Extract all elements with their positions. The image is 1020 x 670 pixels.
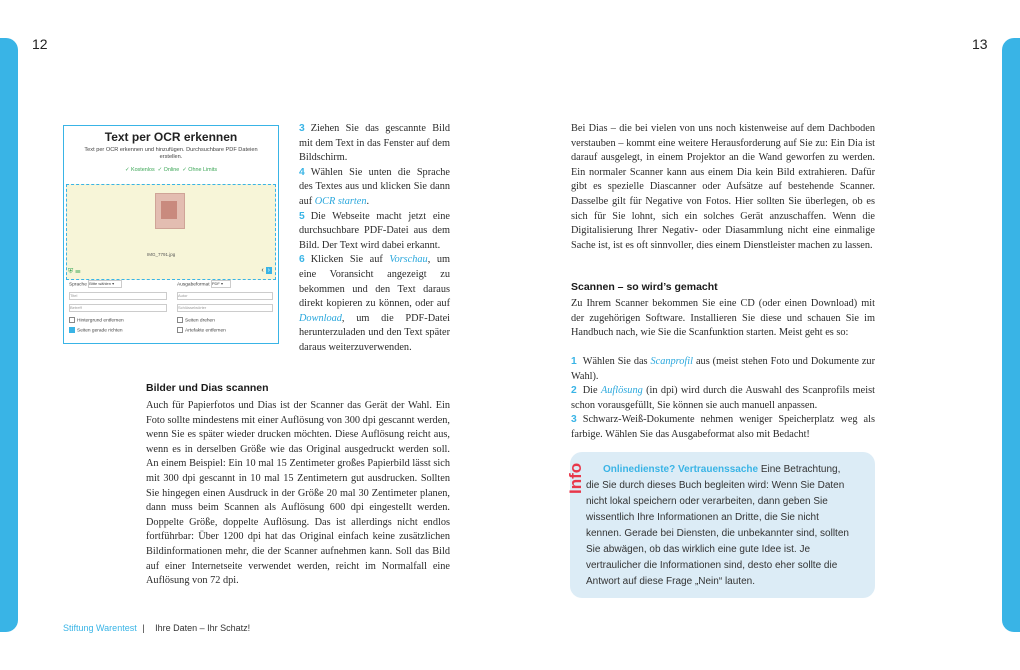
step-5: 5 Die Webseite macht jetzt eine durchsuchbare PDF-Datei aus dem Bild. Der Text wird dabei erkannt.: [299, 210, 450, 251]
ocr-website-screenshot: [63, 125, 279, 344]
step-3-right: 3 Schwarz-Weiß-Dokumente nehmen weniger Speicherplatz weg als farbige. Wählen Sie das Ausgabeformat also mit Bedacht!: [571, 414, 875, 440]
right-page-tab: [1002, 38, 1020, 632]
option-label: Artefakte entfernen: [185, 328, 226, 334]
aufloesung-link: Auflösung: [600, 385, 643, 397]
option-checkbox-checked[interactable]: [69, 327, 75, 333]
format-select[interactable]: PDF ▾: [211, 280, 231, 288]
step-6: 6 Klicken Sie auf Vorschau, um eine Voransicht angezeigt zu bekommen und den Text daraus direkt kopieren zu können, oder auf Download, um die PDF-Datei herunterzuladen und den Text später daraus weiterzuverwenden.: [299, 254, 450, 353]
option-label: Seiten drehen: [185, 318, 215, 324]
info-body: Eine Betrachtung, die Sie durch dieses Buch begleiten wird: Wenn Sie Daten nicht lokal speichern oder verarbeiten, dann geben Sie wissentlich Ihre Informationen an Dritte, die Sie nicht kennen. Gerade bei Diensten, die unbekannter sind, sollten Sie abwägen, ob das wirklich eine gute Idee ist. Je vertraulicher die Informationen sind, desto eher sollte die Antwort auf diese Frage „Nein“ lauten.: [586, 464, 849, 587]
section-body-bilder-dias: Auch für Papierfotos und Dias ist der Scanner das Gerät der Wahl. Ein Foto sollte mindestens mit einer Auflösung von 300 dpi gescannt werden, wenn Sie es später wieder drucken möchten. Diese Auflösung reicht aus, wenn es in derselben Größe wie das Original ausgedruckt werden soll. An einem Beispiel: Ein 10 mal 15 Zentimeter großes Papierbild lässt sich mit 300 dpi gescannt in 10 mal 15 Zentimetern gut ausdrucken. Sollten Sie hingegen einen Ausdruck in der Größe 20 mal 30 Zentimeter planen, dann muss beim Scannen als Auflösung 600 dpi eingestellt werden. Doppelte Größe, doppelte Auflösung. Das ist allerdings nicht endlos fortführbar: Über 1200 dpi hat das Original einfach keine zusätzlichen Bildinformationen mehr, die der Scanner aufnehmen kann. Soll das Bild auf einer Internetseite verwendet werden, reicht im Normalfall eine Auflösung von 72 dpi.: [146, 400, 450, 587]
vorschau-link: Vorschau: [389, 254, 428, 266]
footer: [63, 623, 250, 633]
option-label: Seiten gerade richten: [77, 328, 123, 334]
section-body-scannen: Zu Ihrem Scanner bekommen Sie eine CD (oder einen Download) mit der zugehörigen Software. Installieren Sie diese und schauen Sie im Handbuch nach, wie Sie die Scanfunktion starten. Meist geht es so:: [571, 298, 875, 339]
page-number-right: 13: [972, 36, 988, 52]
step-1: 1 Wählen Sie das Scanprofil aus (meist stehen Foto und Dokumente zur Wahl).: [571, 356, 875, 382]
download-link: Download: [299, 312, 342, 324]
page-number-left: 12: [32, 36, 48, 52]
section-heading-scannen: Scannen – so wird’s gemacht: [571, 281, 718, 293]
step-3: 3 Ziehen Sie das gescannte Bild mit dem Text in das Fenster auf dem Bildschirm.: [299, 123, 450, 164]
screenshot-subtitle: Text per OCR erkennen und hinzufügen. Durchsuchbare PDF Dateien erstellen.: [84, 147, 258, 160]
info-text: [586, 462, 854, 590]
screenshot-title: Text per OCR erkennen: [104, 130, 238, 144]
footer-separator: |: [142, 623, 145, 633]
feature-3: ✓ Ohne Limits: [182, 167, 218, 173]
keywords-field[interactable]: Schlüsselwörter: [177, 304, 273, 312]
section-heading-bilder-dias: Bilder und Dias scannen: [146, 382, 269, 394]
subject-field[interactable]: Betreff: [69, 304, 167, 312]
upload-drop-zone[interactable]: [66, 184, 276, 280]
info-label: Info: [566, 462, 585, 494]
uploaded-image-thumbnail: [155, 193, 185, 229]
left-page-tab: [0, 38, 18, 632]
feature-2: ✓ Online: [157, 167, 180, 173]
format-label: Ausgabeformat: [177, 282, 210, 288]
scanprofil-link: Scanprofil: [650, 356, 694, 367]
steps-right-column: [571, 355, 875, 443]
step-2: 2 Die Auflösung (in dpi) wird durch die Auswahl des Scanprofils meist schon vorausgefüllt, Sie können sie auch manuell anpassen.: [571, 385, 875, 411]
steps-left-column: [299, 122, 450, 356]
footer-title: Ihre Daten – Ihr Schatz!: [155, 623, 251, 633]
footer-brand: Stiftung Warentest: [63, 623, 137, 633]
info-title: Onlinedienste? Vertrauenssache: [603, 464, 759, 475]
ocr-starten-link: OCR starten: [314, 195, 367, 207]
title-field[interactable]: Titel: [69, 292, 167, 300]
option-checkbox[interactable]: [69, 317, 75, 323]
option-checkbox[interactable]: [177, 327, 183, 333]
option-checkbox[interactable]: [177, 317, 183, 323]
author-field[interactable]: Autor: [177, 292, 273, 300]
uploaded-file-name: IMG_7791.jpg: [147, 252, 176, 257]
step-4: 4 Wählen Sie unten die Sprache des Textes aus und klicken Sie dann auf OCR starten.: [299, 166, 450, 207]
right-intro-paragraph: Bei Dias – die bei vielen von uns noch kistenweise auf dem Dachboden verstauben – kommt eine weitere Herausforderung auf Sie zu: Ein Dia ist darauf ausgelegt, in einem Projektor an die Wand geworfen zu werden. Ein normaler Scanner kann aus einem Dia kein Bild extrahieren. Dafür gibt es spezielle Diascanner oder Aufsätze auf bestehende Scanner. Dasselbe gilt für Negative von Fotos. Hier sollten Sie überlegen, ob es sich für Sie lohnt, sich ein solches Gerät anzuschaffen. Wenn die Digitalisierung Ihrer Negativ- oder Diasammlung nicht eine einmalige Sache ist, ist es oft sinnvoller, dies einem Dienstleister machen zu lassen.: [571, 123, 875, 251]
shield-icon: ⛨ ☰: [68, 268, 81, 275]
screenshot-features: [64, 167, 278, 173]
language-label: Sprache: [69, 282, 87, 288]
nav-arrows-icon[interactable]: ‹ ›: [261, 267, 270, 274]
option-label: Hintergrund entfernen: [77, 318, 124, 324]
feature-1: ✓ Kostenlos: [124, 167, 155, 173]
language-select[interactable]: Bitte wählen ▾: [88, 280, 122, 288]
